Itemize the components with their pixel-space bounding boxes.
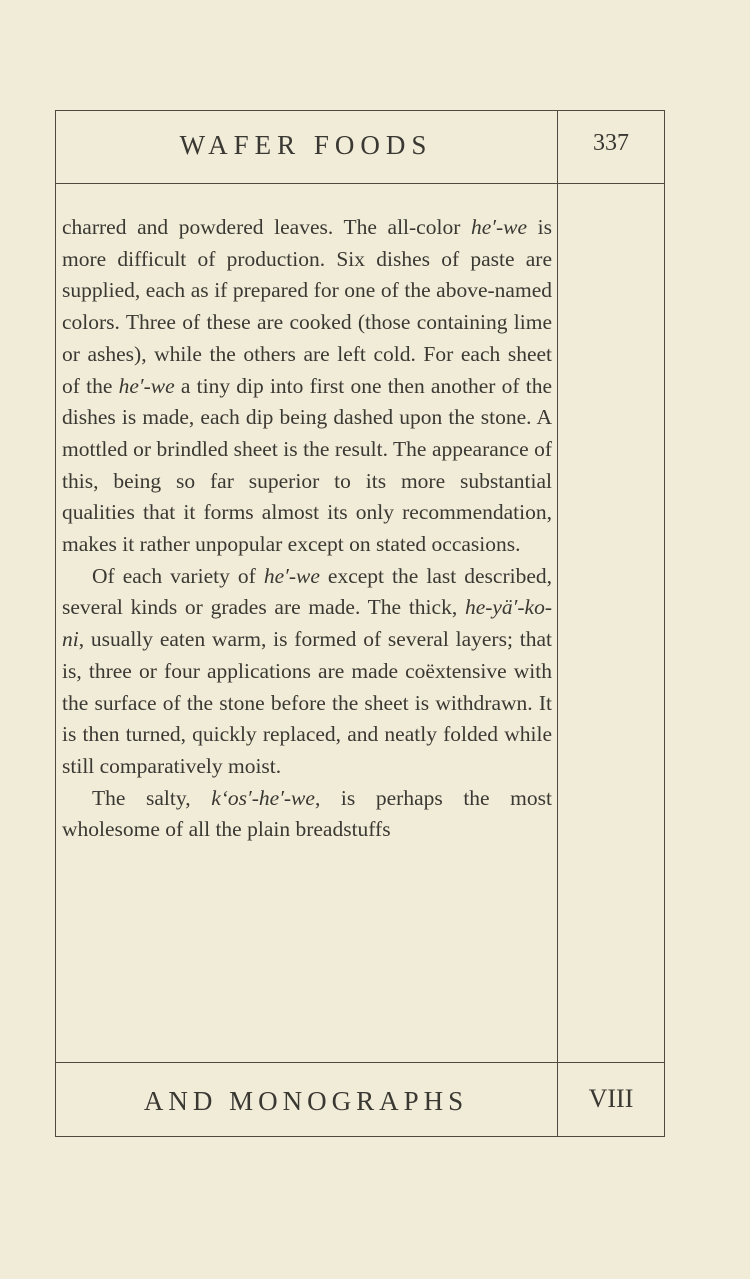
text-run: except the last described, several kinds or grades are made. The thick, (62, 563, 553, 620)
header-rule (55, 183, 665, 184)
term: he′-we (263, 563, 320, 588)
column-divider (557, 110, 558, 1137)
text-run: a tiny dip into first one then another of the dishes is made, each dip being dashed upon the stone. A mottled or brindled sheet is the result. The appearance of this, being so far superior to its more substantial qualities that it forms almost its only recommendation, makes it rather unpopular except on stated occasions. (62, 373, 552, 557)
paragraph (62, 212, 552, 561)
running-header-title: WAFER FOODS (179, 130, 433, 160)
term: he′-we (118, 373, 175, 398)
volume-number: VIII (588, 1084, 634, 1113)
term: he-yä′-ko-ni (62, 595, 552, 652)
footer-rule (55, 1062, 665, 1063)
page-number: 337 (593, 130, 629, 156)
running-footer-title: AND MONOGRAPHS (143, 1086, 469, 1116)
paragraph (62, 783, 552, 846)
text-run: , is perhaps the most wholesome of all the plain breadstuffs (62, 785, 552, 842)
text-run: The salty, (92, 785, 212, 810)
paragraph (62, 561, 552, 783)
term: he′-we (470, 215, 528, 239)
text-run: Of each variety of (92, 563, 264, 588)
text-run: , usually eaten warm, is formed of several layers; that is, three or four applications are made coëxtensive with the surface of the stone before the sheet is withdrawn. It is then turned, quickly replaced, and neatly folded while still comparatively moist. (62, 627, 552, 778)
term: kʻos′-he′-we (211, 785, 315, 810)
text-run: charred and powdered leaves. The all-color (62, 215, 471, 239)
body-text (62, 212, 552, 846)
text-run: is more difficult of production. Six dishes of paste are supplied, each as if prepared for one of the above-named colors. Three of these are cooked (those containing lime or ashes), while the others are left cold. For each sheet of the (62, 215, 552, 398)
